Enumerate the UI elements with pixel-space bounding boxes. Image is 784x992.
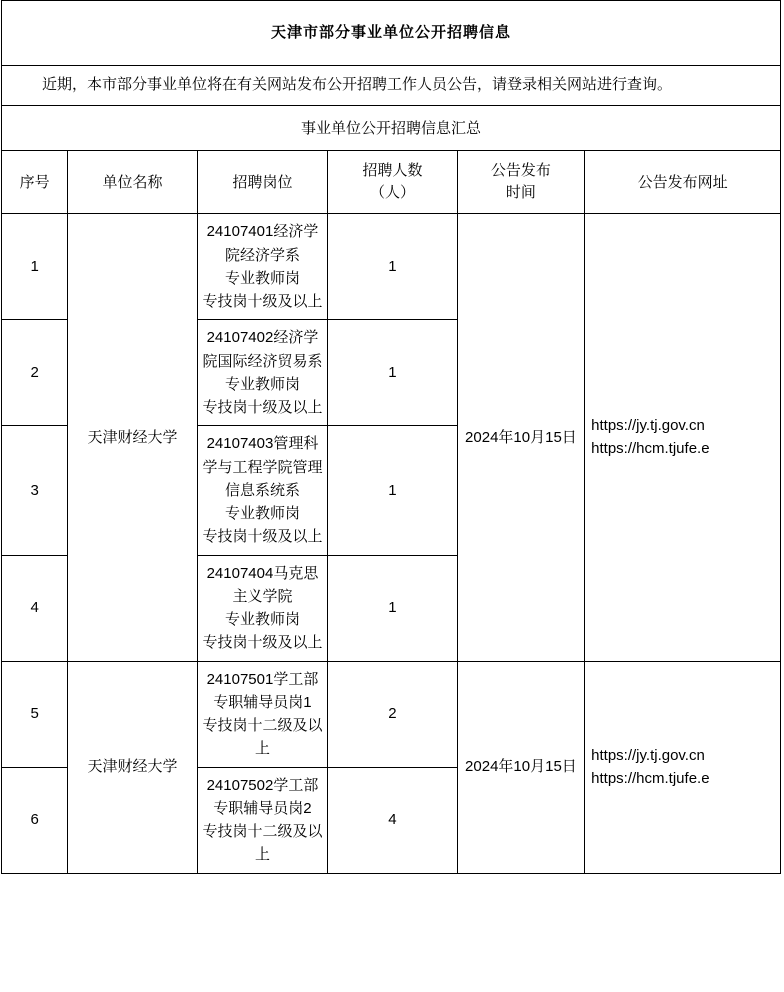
- cell-post: [197, 661, 327, 767]
- post-line: 专技岗十级及以上: [202, 399, 323, 416]
- table-header-row: [2, 151, 781, 214]
- header-date-line1: 公告发布: [490, 161, 551, 179]
- intro-row: [2, 66, 781, 106]
- section-row: [2, 106, 781, 151]
- header-count: [328, 151, 457, 214]
- post-line: 主义学院: [232, 587, 293, 605]
- cell-index: 1: [2, 214, 68, 320]
- cell-index: 4: [2, 555, 68, 661]
- cell-post: [197, 426, 327, 555]
- cell-url[interactable]: [585, 661, 781, 873]
- post-line: 院国际经济贸易系: [202, 352, 323, 370]
- post-line: 专职辅导员岗1: [213, 693, 312, 711]
- cell-unit: 天津财经大学: [68, 661, 197, 873]
- post-line: 专技岗十级及以上: [202, 293, 323, 310]
- header-post: 招聘岗位: [197, 151, 327, 214]
- cell-index: 3: [2, 426, 68, 555]
- cell-date: 2024年10月15日: [457, 214, 584, 661]
- post-line: 24107502学工部: [206, 776, 319, 794]
- url-line[interactable]: https://jy.tj.gov.cn: [591, 417, 705, 435]
- cell-url[interactable]: [585, 214, 781, 661]
- cell-post: [197, 555, 327, 661]
- cell-count: 1: [328, 214, 457, 320]
- cell-index: 6: [2, 767, 68, 873]
- header-url: 公告发布网址: [585, 151, 781, 214]
- post-line: 专技岗十级及以上: [202, 634, 323, 652]
- post-line: 院经济学系: [224, 246, 300, 264]
- post-line: 24107401经济学: [206, 223, 319, 241]
- post-line: 信息系统系: [224, 481, 300, 499]
- header-count-line1: 招聘人数: [362, 161, 423, 179]
- post-line: 专职辅导员岗2: [213, 799, 312, 817]
- post-line: 专技岗十二级及以: [202, 717, 323, 734]
- post-line: 24107404马克思: [206, 564, 319, 582]
- header-date: [457, 151, 584, 214]
- url-line[interactable]: https://hcm.tjufe.e: [591, 440, 710, 458]
- cell-count: 1: [328, 426, 457, 555]
- post-line: 专业教师岗: [224, 269, 300, 287]
- post-line: 上: [254, 740, 270, 758]
- post-line: 专业教师岗: [224, 611, 300, 628]
- table-row: [2, 661, 781, 767]
- post-line: 专技岗十二级及以: [202, 823, 323, 840]
- header-count-line2: （人）: [369, 184, 415, 202]
- post-line: 24107501学工部: [206, 670, 319, 688]
- intro-paragraph: 近期，本市部分事业单位将在有关网站发布公开招聘工作人员公告，请登录相关网站进行查询。: [2, 66, 781, 106]
- title-row: [2, 1, 781, 66]
- header-date-line2: 时间: [505, 184, 536, 202]
- cell-count: 1: [328, 555, 457, 661]
- cell-index: 2: [2, 320, 68, 426]
- header-index: 序号: [2, 151, 68, 214]
- cell-index: 5: [2, 661, 68, 767]
- post-line: 专业教师岗: [224, 375, 300, 393]
- cell-count: 1: [328, 320, 457, 426]
- cell-count: 2: [328, 661, 457, 767]
- header-unit: 单位名称: [68, 151, 197, 214]
- post-line: 上: [254, 846, 270, 864]
- post-line: 学与工程学院管理: [202, 458, 323, 476]
- url-line[interactable]: https://hcm.tjufe.e: [591, 770, 710, 787]
- section-title: 事业单位公开招聘信息汇总: [2, 106, 781, 151]
- post-line: 专业教师岗: [224, 505, 300, 522]
- cell-count: 4: [328, 767, 457, 873]
- cell-post: [197, 320, 327, 426]
- post-line: 24107403管理科: [206, 435, 319, 453]
- table-row: [2, 214, 781, 320]
- cell-post: [197, 767, 327, 873]
- cell-unit: 天津财经大学: [68, 214, 197, 661]
- page-title: 天津市部分事业单位公开招聘信息: [2, 1, 781, 66]
- post-line: 专技岗十级及以上: [202, 528, 323, 546]
- post-line: 24107402经济学: [206, 329, 319, 347]
- recruitment-table: [1, 0, 781, 874]
- cell-date: 2024年10月15日: [457, 661, 584, 873]
- url-line[interactable]: https://jy.tj.gov.cn: [591, 746, 705, 764]
- cell-post: [197, 214, 327, 320]
